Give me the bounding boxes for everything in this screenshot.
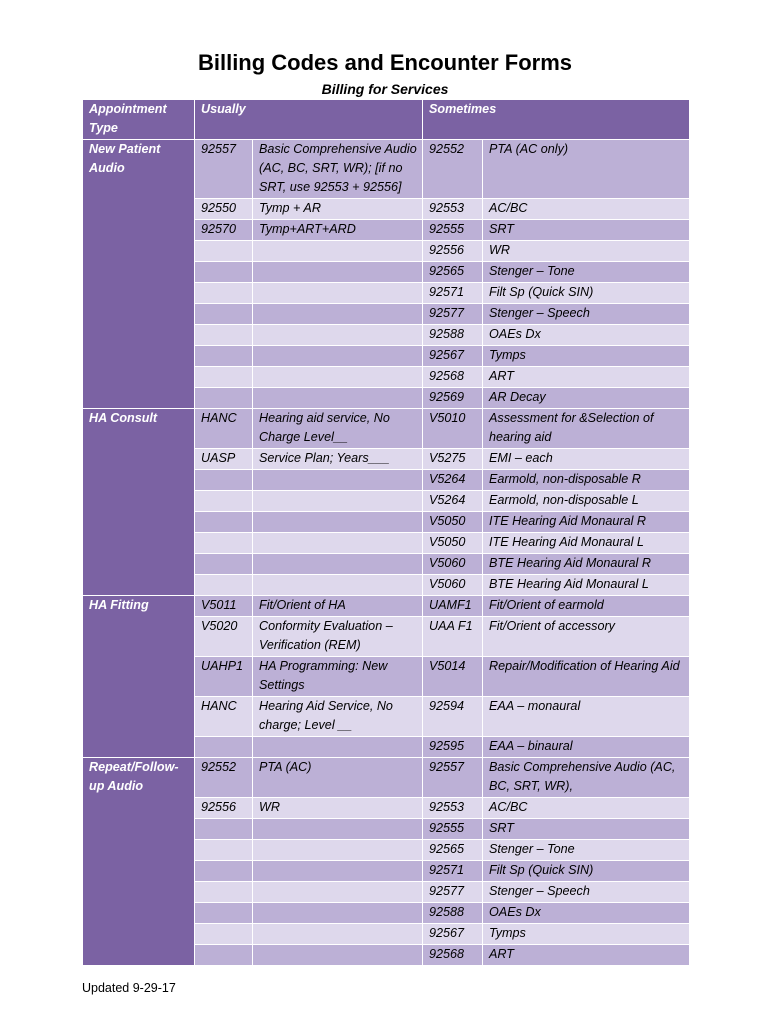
usual-description-cell: [253, 388, 423, 409]
sometimes-description-cell: Earmold, non-disposable L: [483, 491, 690, 512]
usual-code-cell: [195, 304, 253, 325]
sometimes-code-cell: V5010: [423, 409, 483, 449]
sometimes-description-cell: Stenger – Tone: [483, 262, 690, 283]
appointment-type-cell: Repeat/Follow-up Audio: [83, 758, 195, 966]
sometimes-code-cell: 92555: [423, 819, 483, 840]
usual-description-cell: [253, 924, 423, 945]
sometimes-code-cell: 92568: [423, 945, 483, 966]
usual-code-cell: 92552: [195, 758, 253, 798]
usual-description-cell: [253, 512, 423, 533]
usual-code-cell: UASP: [195, 449, 253, 470]
sometimes-description-cell: SRT: [483, 220, 690, 241]
usual-code-cell: 92557: [195, 140, 253, 199]
sometimes-description-cell: SRT: [483, 819, 690, 840]
usual-description-cell: [253, 882, 423, 903]
usual-description-cell: [253, 262, 423, 283]
sometimes-description-cell: ART: [483, 945, 690, 966]
header-usually: Usually: [195, 100, 423, 140]
usual-description-cell: Conformity Evaluation – Verification (REM): [253, 617, 423, 657]
sometimes-description-cell: EMI – each: [483, 449, 690, 470]
sometimes-code-cell: UAMF1: [423, 596, 483, 617]
sometimes-code-cell: 92557: [423, 758, 483, 798]
usual-description-cell: [253, 945, 423, 966]
usual-description-cell: [253, 819, 423, 840]
usual-code-cell: [195, 903, 253, 924]
sometimes-code-cell: 92555: [423, 220, 483, 241]
usual-description-cell: [253, 491, 423, 512]
sometimes-code-cell: 92553: [423, 199, 483, 220]
usual-code-cell: [195, 945, 253, 966]
sometimes-code-cell: V5275: [423, 449, 483, 470]
sometimes-code-cell: 92571: [423, 861, 483, 882]
usual-description-cell: [253, 903, 423, 924]
usual-description-cell: Hearing aid service, No Charge Level__: [253, 409, 423, 449]
sometimes-code-cell: V5050: [423, 533, 483, 554]
sometimes-description-cell: ITE Hearing Aid Monaural R: [483, 512, 690, 533]
document-title: Billing Codes and Encounter Forms: [197, 50, 573, 75]
usual-code-cell: [195, 367, 253, 388]
sometimes-description-cell: Fit/Orient of earmold: [483, 596, 690, 617]
usual-code-cell: 92570: [195, 220, 253, 241]
sometimes-code-cell: V5264: [423, 491, 483, 512]
usual-code-cell: [195, 861, 253, 882]
sometimes-code-cell: V5014: [423, 657, 483, 697]
sometimes-code-cell: V5060: [423, 554, 483, 575]
sometimes-code-cell: 92552: [423, 140, 483, 199]
usual-code-cell: [195, 533, 253, 554]
sometimes-code-cell: 92556: [423, 241, 483, 262]
usual-code-cell: [195, 241, 253, 262]
sometimes-description-cell: EAA – binaural: [483, 737, 690, 758]
usual-description-cell: [253, 470, 423, 491]
sometimes-code-cell: 92594: [423, 697, 483, 737]
sometimes-description-cell: Filt Sp (Quick SIN): [483, 861, 690, 882]
sometimes-description-cell: Filt Sp (Quick SIN): [483, 283, 690, 304]
sometimes-description-cell: EAA – monaural: [483, 697, 690, 737]
usual-description-cell: [253, 554, 423, 575]
sometimes-code-cell: 92577: [423, 882, 483, 903]
usual-description-cell: WR: [253, 798, 423, 819]
usual-code-cell: V5011: [195, 596, 253, 617]
usual-description-cell: [253, 304, 423, 325]
usual-code-cell: V5020: [195, 617, 253, 657]
usual-description-cell: [253, 283, 423, 304]
sometimes-description-cell: WR: [483, 241, 690, 262]
usual-code-cell: 92550: [195, 199, 253, 220]
usual-code-cell: UAHP1: [195, 657, 253, 697]
sometimes-code-cell: 92553: [423, 798, 483, 819]
sometimes-code-cell: V5060: [423, 575, 483, 596]
usual-code-cell: [195, 924, 253, 945]
sometimes-code-cell: 92568: [423, 367, 483, 388]
table-row: [83, 140, 690, 199]
usual-code-cell: 92556: [195, 798, 253, 819]
usual-description-cell: [253, 367, 423, 388]
sometimes-description-cell: PTA (AC only): [483, 140, 690, 199]
sometimes-description-cell: ITE Hearing Aid Monaural L: [483, 533, 690, 554]
sometimes-code-cell: 92577: [423, 304, 483, 325]
sometimes-code-cell: 92571: [423, 283, 483, 304]
usual-code-cell: [195, 512, 253, 533]
usual-description-cell: [253, 533, 423, 554]
appointment-type-cell: HA Consult: [83, 409, 195, 596]
usual-description-cell: [253, 575, 423, 596]
usual-description-cell: [253, 840, 423, 861]
usual-code-cell: [195, 840, 253, 861]
usual-code-cell: HANC: [195, 697, 253, 737]
table-row: [83, 596, 690, 617]
usual-code-cell: [195, 262, 253, 283]
usual-code-cell: [195, 325, 253, 346]
sometimes-code-cell: 92567: [423, 346, 483, 367]
sometimes-code-cell: 92588: [423, 325, 483, 346]
sometimes-code-cell: 92588: [423, 903, 483, 924]
usual-description-cell: [253, 241, 423, 262]
sometimes-description-cell: Repair/Modification of Hearing Aid: [483, 657, 690, 697]
table-row: [83, 409, 690, 449]
usual-description-cell: HA Programming: New Settings: [253, 657, 423, 697]
sometimes-code-cell: 92569: [423, 388, 483, 409]
sometimes-description-cell: AC/BC: [483, 199, 690, 220]
sometimes-description-cell: Assessment for &Selection of hearing aid: [483, 409, 690, 449]
sometimes-code-cell: V5264: [423, 470, 483, 491]
sometimes-description-cell: Stenger – Speech: [483, 304, 690, 325]
sometimes-code-cell: 92565: [423, 840, 483, 861]
appointment-type-cell: New Patient Audio: [83, 140, 195, 409]
sometimes-description-cell: Stenger – Speech: [483, 882, 690, 903]
header-sometimes: Sometimes: [423, 100, 690, 140]
usual-code-cell: HANC: [195, 409, 253, 449]
header-appointment-type: Appointment Type: [83, 100, 195, 140]
usual-code-cell: [195, 283, 253, 304]
table-row: [83, 758, 690, 798]
usual-code-cell: [195, 346, 253, 367]
table-header-row: [83, 100, 690, 140]
sometimes-description-cell: Tymps: [483, 346, 690, 367]
table-body: [83, 140, 690, 966]
sometimes-description-cell: Earmold, non-disposable R: [483, 470, 690, 491]
sometimes-description-cell: OAEs Dx: [483, 325, 690, 346]
sometimes-description-cell: Basic Comprehensive Audio (AC, BC, SRT, WR),: [483, 758, 690, 798]
usual-description-cell: [253, 346, 423, 367]
sometimes-code-cell: 92567: [423, 924, 483, 945]
usual-code-cell: [195, 388, 253, 409]
sometimes-description-cell: AC/BC: [483, 798, 690, 819]
usual-description-cell: Basic Comprehensive Audio (AC, BC, SRT, WR); [if no SRT, use 92553 + 92556]: [253, 140, 423, 199]
billing-table: [82, 99, 690, 966]
footer-updated: Updated 9-29-17: [82, 981, 176, 995]
usual-description-cell: [253, 737, 423, 758]
sometimes-code-cell: UAA F1: [423, 617, 483, 657]
usual-description-cell: [253, 861, 423, 882]
sometimes-code-cell: 92595: [423, 737, 483, 758]
usual-description-cell: Fit/Orient of HA: [253, 596, 423, 617]
usual-description-cell: PTA (AC): [253, 758, 423, 798]
sometimes-description-cell: ART: [483, 367, 690, 388]
usual-code-cell: [195, 819, 253, 840]
usual-code-cell: [195, 470, 253, 491]
usual-description-cell: Tymp + AR: [253, 199, 423, 220]
sometimes-description-cell: Stenger – Tone: [483, 840, 690, 861]
usual-code-cell: [195, 575, 253, 596]
usual-code-cell: [195, 554, 253, 575]
sometimes-code-cell: V5050: [423, 512, 483, 533]
sometimes-code-cell: 92565: [423, 262, 483, 283]
usual-code-cell: [195, 491, 253, 512]
sometimes-description-cell: BTE Hearing Aid Monaural R: [483, 554, 690, 575]
sometimes-description-cell: Fit/Orient of accessory: [483, 617, 690, 657]
usual-description-cell: Tymp+ART+ARD: [253, 220, 423, 241]
appointment-type-cell: HA Fitting: [83, 596, 195, 758]
usual-code-cell: [195, 737, 253, 758]
usual-description-cell: [253, 325, 423, 346]
usual-description-cell: Service Plan; Years___: [253, 449, 423, 470]
sometimes-description-cell: AR Decay: [483, 388, 690, 409]
sometimes-description-cell: Tymps: [483, 924, 690, 945]
usual-code-cell: [195, 882, 253, 903]
sometimes-description-cell: BTE Hearing Aid Monaural L: [483, 575, 690, 596]
document-subtitle: Billing for Services: [321, 81, 449, 97]
sometimes-description-cell: OAEs Dx: [483, 903, 690, 924]
usual-description-cell: Hearing Aid Service, No charge; Level __: [253, 697, 423, 737]
